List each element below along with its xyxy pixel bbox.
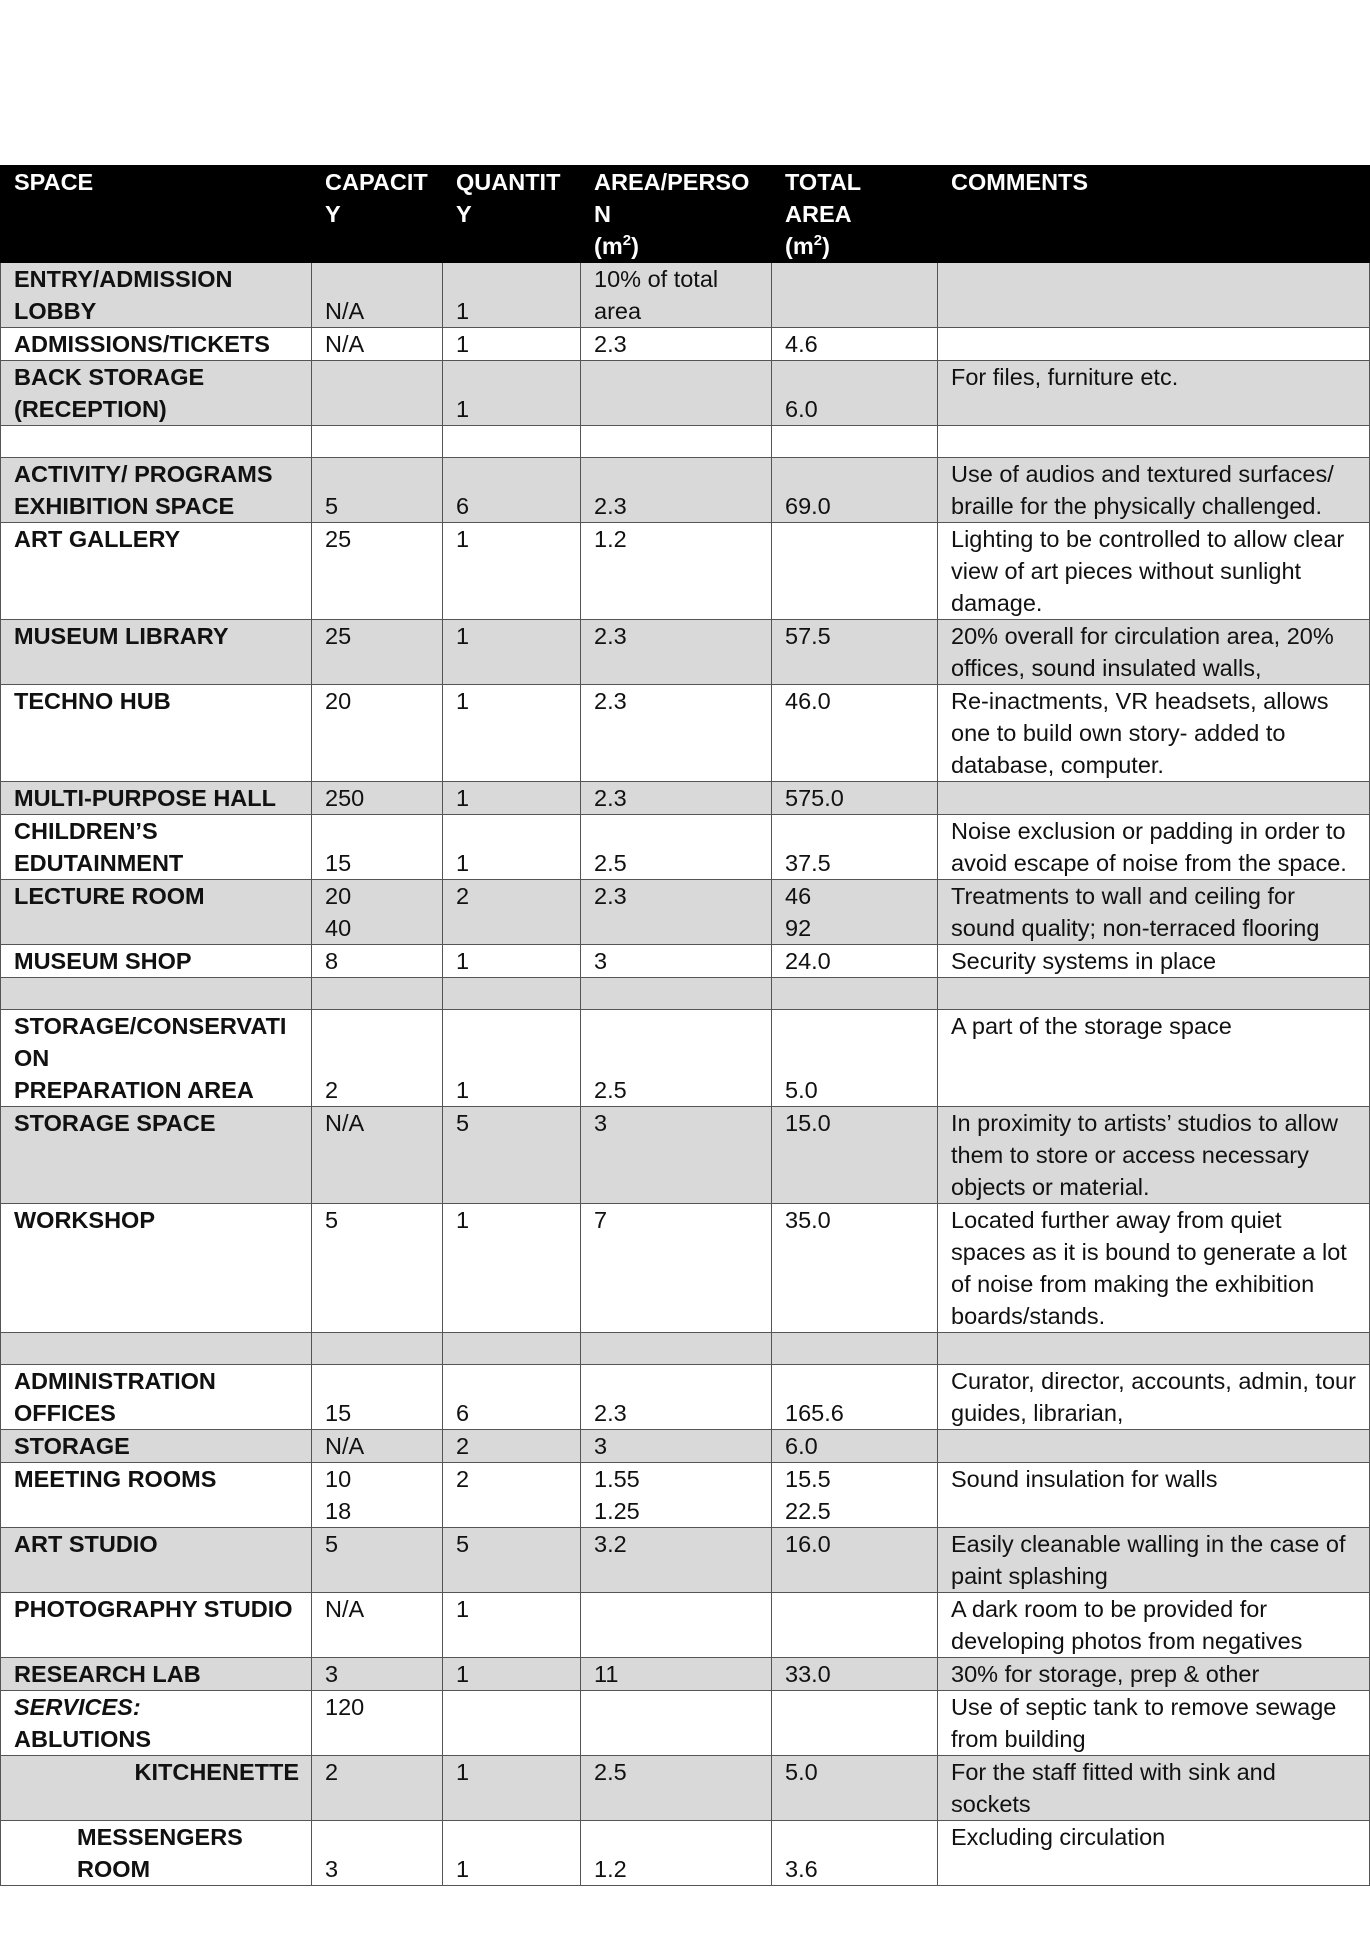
space-cell: ART GALLERY [1, 523, 312, 620]
capacity-cell: 5 [312, 1528, 443, 1593]
blank-row [1, 426, 1370, 458]
quantity-cell: 1 [443, 620, 581, 685]
quantity-cell: 1 [443, 263, 581, 328]
table-row [1, 1658, 1370, 1691]
area-cell: 2.3 [581, 1365, 772, 1430]
capacity-cell: N/A [312, 1593, 443, 1658]
header-row [1, 166, 1370, 263]
capacity-cell: 20 [312, 685, 443, 782]
header-capacity: CAPACITY [312, 166, 443, 263]
table-row [1, 1691, 1370, 1756]
total-cell [772, 1691, 938, 1756]
capacity-cell: 25 [312, 620, 443, 685]
space-cell: MESSENGERS ROOM [1, 1821, 312, 1886]
space-cell: MULTI-PURPOSE HALL [1, 782, 312, 815]
table-row [1, 361, 1370, 426]
table-row [1, 1528, 1370, 1593]
space-cell: KITCHENETTE [1, 1756, 312, 1821]
total-cell: 5.0 [772, 1756, 938, 1821]
quantity-cell: 1 [443, 328, 581, 361]
total-cell: 165.6 [772, 1365, 938, 1430]
comments-cell: Use of septic tank to remove sewage from building [938, 1691, 1370, 1756]
table-row [1, 685, 1370, 782]
total-cell: 3.6 [772, 1821, 938, 1886]
comments-cell: Easily cleanable walling in the case of paint splashing [938, 1528, 1370, 1593]
area-cell: 3.2 [581, 1528, 772, 1593]
header-space: SPACE [1, 166, 312, 263]
area-cell: 2.5 [581, 815, 772, 880]
space-cell: STORAGE/CONSERVATION PREPARATION AREA [1, 1010, 312, 1107]
comments-cell: 20% overall for circulation area, 20% offices, sound insulated walls, [938, 620, 1370, 685]
comments-cell: In proximity to artists’ studios to allow them to store or access necessary objects or material. [938, 1107, 1370, 1204]
capacity-cell: N/A [312, 1430, 443, 1463]
area-cell: 2.3 [581, 685, 772, 782]
comments-cell: For the staff fitted with sink and sockets [938, 1756, 1370, 1821]
total-cell: 6.0 [772, 361, 938, 426]
space-cell: LECTURE ROOM [1, 880, 312, 945]
comments-cell: Use of audios and textured surfaces/ braille for the physically challenged. [938, 458, 1370, 523]
total-cell [772, 523, 938, 620]
table-row [1, 1107, 1370, 1204]
capacity-cell: 20 40 [312, 880, 443, 945]
space-cell: ADMINISTRATION OFFICES [1, 1365, 312, 1430]
blank-row [1, 978, 1370, 1010]
capacity-cell: 2 [312, 1756, 443, 1821]
quantity-cell: 1 [443, 945, 581, 978]
table-row [1, 1010, 1370, 1107]
comments-cell: A part of the storage space [938, 1010, 1370, 1107]
quantity-cell: 1 [443, 1756, 581, 1821]
total-cell: 46 92 [772, 880, 938, 945]
capacity-cell: N/A [312, 263, 443, 328]
quantity-cell: 5 [443, 1107, 581, 1204]
capacity-cell: 120 [312, 1691, 443, 1756]
total-cell: 15.5 22.5 [772, 1463, 938, 1528]
total-cell [772, 263, 938, 328]
table-row [1, 815, 1370, 880]
total-cell: 57.5 [772, 620, 938, 685]
space-cell: TECHNO HUB [1, 685, 312, 782]
quantity-cell: 6 [443, 1365, 581, 1430]
space-cell: WORKSHOP [1, 1204, 312, 1333]
space-cell: ADMISSIONS/TICKETS [1, 328, 312, 361]
area-cell: 1.2 [581, 523, 772, 620]
area-cell: 7 [581, 1204, 772, 1333]
total-cell: 37.5 [772, 815, 938, 880]
area-cell: 3 [581, 945, 772, 978]
capacity-cell: N/A [312, 328, 443, 361]
space-cell: CHILDREN’S EDUTAINMENT [1, 815, 312, 880]
space-cell: MEETING ROOMS [1, 1463, 312, 1528]
table-row [1, 1204, 1370, 1333]
capacity-cell: 25 [312, 523, 443, 620]
quantity-cell: 2 [443, 880, 581, 945]
header-quantity: QUANTITY [443, 166, 581, 263]
area-cell: 10% of total area [581, 263, 772, 328]
area-cell: 2.3 [581, 782, 772, 815]
comments-cell: Security systems in place [938, 945, 1370, 978]
space-cell: PHOTOGRAPHY STUDIO [1, 1593, 312, 1658]
total-cell: 15.0 [772, 1107, 938, 1204]
area-cell: 1.2 [581, 1821, 772, 1886]
space-cell: SERVICES: ABLUTIONS [1, 1691, 312, 1756]
table-row [1, 328, 1370, 361]
comments-cell: Excluding circulation [938, 1821, 1370, 1886]
quantity-cell: 1 [443, 1658, 581, 1691]
area-cell: 2.5 [581, 1756, 772, 1821]
capacity-cell: 2 [312, 1010, 443, 1107]
total-cell: 4.6 [772, 328, 938, 361]
comments-cell [938, 263, 1370, 328]
quantity-cell: 1 [443, 523, 581, 620]
quantity-cell: 2 [443, 1463, 581, 1528]
total-cell: 5.0 [772, 1010, 938, 1107]
comments-cell: Sound insulation for walls [938, 1463, 1370, 1528]
comments-cell: A dark room to be provided for developing photos from negatives [938, 1593, 1370, 1658]
quantity-cell: 1 [443, 1593, 581, 1658]
area-cell [581, 1593, 772, 1658]
space-cell: BACK STORAGE (RECEPTION) [1, 361, 312, 426]
table-row [1, 263, 1370, 328]
space-schedule-table [0, 165, 1370, 1886]
capacity-cell: 3 [312, 1821, 443, 1886]
area-cell: 2.3 [581, 328, 772, 361]
quantity-cell: 6 [443, 458, 581, 523]
total-cell: 6.0 [772, 1430, 938, 1463]
quantity-cell: 1 [443, 815, 581, 880]
total-cell: 46.0 [772, 685, 938, 782]
comments-cell: Treatments to wall and ceiling for sound quality; non-terraced flooring [938, 880, 1370, 945]
area-cell: 3 [581, 1430, 772, 1463]
area-cell: 2.5 [581, 1010, 772, 1107]
quantity-cell: 5 [443, 1528, 581, 1593]
quantity-cell: 1 [443, 1204, 581, 1333]
comments-cell: For files, furniture etc. [938, 361, 1370, 426]
comments-cell: 30% for storage, prep & other [938, 1658, 1370, 1691]
table-row [1, 458, 1370, 523]
comments-cell [938, 1430, 1370, 1463]
quantity-cell: 2 [443, 1430, 581, 1463]
area-cell: 2.3 [581, 620, 772, 685]
table-row [1, 523, 1370, 620]
area-cell [581, 361, 772, 426]
capacity-cell: 250 [312, 782, 443, 815]
quantity-cell: 1 [443, 1821, 581, 1886]
space-cell: ART STUDIO [1, 1528, 312, 1593]
comments-cell [938, 782, 1370, 815]
capacity-cell: 8 [312, 945, 443, 978]
space-cell: RESEARCH LAB [1, 1658, 312, 1691]
total-cell: 33.0 [772, 1658, 938, 1691]
area-cell: 1.55 1.25 [581, 1463, 772, 1528]
capacity-cell: 3 [312, 1658, 443, 1691]
table-row [1, 1593, 1370, 1658]
table-row [1, 880, 1370, 945]
total-cell [772, 1593, 938, 1658]
comments-cell: Noise exclusion or padding in order to avoid escape of noise from the space. [938, 815, 1370, 880]
header-area-person: AREA/PERSON $(m^2)$ [581, 166, 772, 263]
total-cell: 35.0 [772, 1204, 938, 1333]
table-row [1, 620, 1370, 685]
total-cell: 24.0 [772, 945, 938, 978]
capacity-cell: 10 18 [312, 1463, 443, 1528]
space-cell: ACTIVITY/ PROGRAMS EXHIBITION SPACE [1, 458, 312, 523]
space-cell: ENTRY/ADMISSION LOBBY [1, 263, 312, 328]
space-cell: STORAGE SPACE [1, 1107, 312, 1204]
table-row [1, 1821, 1370, 1886]
comments-cell: Curator, director, accounts, admin, tour guides, librarian, [938, 1365, 1370, 1430]
area-cell: 2.3 [581, 458, 772, 523]
quantity-cell: 1 [443, 685, 581, 782]
capacity-cell: 15 [312, 815, 443, 880]
space-cell: MUSEUM SHOP [1, 945, 312, 978]
quantity-cell: 1 [443, 782, 581, 815]
comments-cell: Located further away from quiet spaces as it is bound to generate a lot of noise from making the exhibition boards/stands. [938, 1204, 1370, 1333]
quantity-cell [443, 1691, 581, 1756]
quantity-cell: 1 [443, 361, 581, 426]
header-total-area: TOTAL AREA $(m^2)$ [772, 166, 938, 263]
capacity-cell [312, 361, 443, 426]
comments-cell: Re-inactments, VR headsets, allows one to build own story- added to database, computer. [938, 685, 1370, 782]
table-row [1, 1430, 1370, 1463]
capacity-cell: 15 [312, 1365, 443, 1430]
blank-row [1, 1333, 1370, 1365]
total-cell: 69.0 [772, 458, 938, 523]
table-row [1, 782, 1370, 815]
table-row [1, 945, 1370, 978]
area-cell: 3 [581, 1107, 772, 1204]
quantity-cell: 1 [443, 1010, 581, 1107]
table-row [1, 1463, 1370, 1528]
table-row [1, 1365, 1370, 1430]
area-cell: 11 [581, 1658, 772, 1691]
total-cell: 575.0 [772, 782, 938, 815]
space-cell: STORAGE [1, 1430, 312, 1463]
area-cell [581, 1691, 772, 1756]
table-row [1, 1756, 1370, 1821]
capacity-cell: N/A [312, 1107, 443, 1204]
space-cell: MUSEUM LIBRARY [1, 620, 312, 685]
capacity-cell: 5 [312, 458, 443, 523]
area-cell: 2.3 [581, 880, 772, 945]
capacity-cell: 5 [312, 1204, 443, 1333]
total-cell: 16.0 [772, 1528, 938, 1593]
comments-cell: Lighting to be controlled to allow clear view of art pieces without sunlight damage. [938, 523, 1370, 620]
comments-cell [938, 328, 1370, 361]
header-comments: COMMENTS [938, 166, 1370, 263]
